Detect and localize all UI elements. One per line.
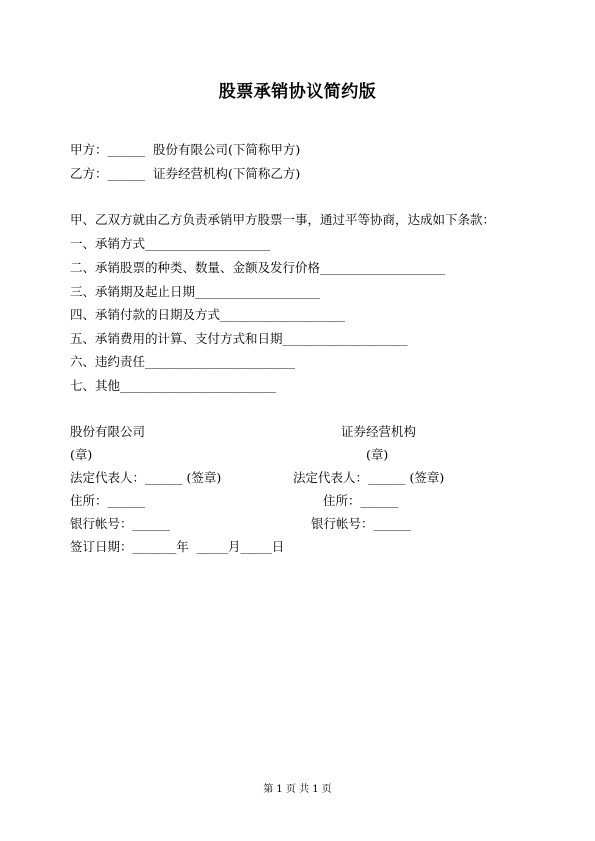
right-representative: 法定代表人：______ (签章)	[293, 470, 445, 485]
clause-item: 一、承销方式____________________	[70, 236, 271, 251]
document-title: 股票承销协议简约版	[218, 82, 377, 102]
left-address: 住所：______	[70, 493, 146, 508]
left-representative: 法定代表人：______ (签章)	[70, 470, 222, 485]
right-company-name: 证券经营机构	[341, 424, 417, 439]
clause-item: 六、违约责任________________________	[70, 354, 296, 369]
right-seal: (章)	[366, 447, 389, 462]
party-a-line: 甲方：______ 股份有限公司(下简称甲方)	[70, 142, 301, 157]
right-bank-account: 银行帐号：______	[311, 516, 412, 531]
left-bank-account: 银行帐号：______	[70, 516, 171, 531]
clause-item: 二、承销股票的种类、数量、金额及发行价格____________________	[70, 260, 446, 275]
page-number-footer: 第 1 页 共 1 页	[263, 784, 332, 795]
clause-item: 三、承销期及起止日期____________________	[70, 284, 321, 299]
clause-item: 五、承销费用的计算、支付方式和日期____________________	[70, 331, 408, 346]
right-address: 住所：______	[323, 493, 399, 508]
signing-date: 签订日期：_______年 _____月_____日	[70, 539, 285, 554]
party-b-line: 乙方：______ 证券经营机构(下简称乙方)	[70, 166, 301, 181]
clause-item: 四、承销付款的日期及方式____________________	[70, 307, 346, 322]
clause-item: 七、其他_________________________	[70, 378, 277, 393]
left-company-name: 股份有限公司	[70, 424, 146, 439]
left-seal: (章)	[70, 447, 93, 462]
intro-paragraph: 甲、乙双方就由乙方负责承销甲方股票一事，通过平等协商，达成如下条款：	[70, 212, 496, 227]
